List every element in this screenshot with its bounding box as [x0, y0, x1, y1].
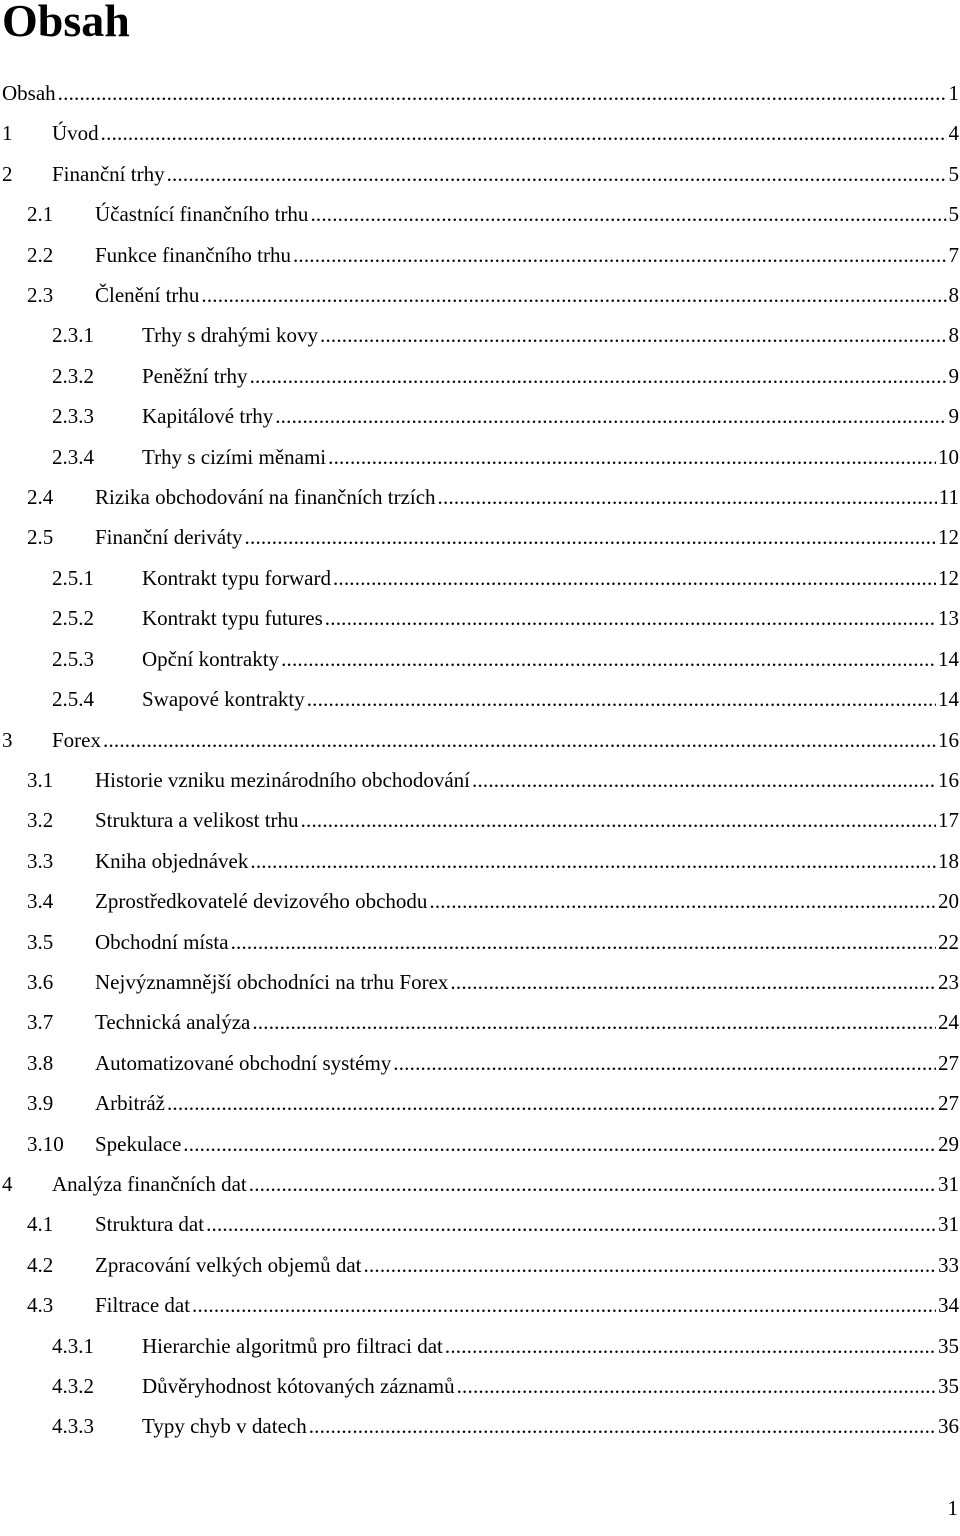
toc-entry-number: 3.4 — [27, 889, 54, 914]
toc-entry-title[interactable]: Arbitráž — [95, 1091, 165, 1116]
toc-entry-number: 4 — [2, 1171, 13, 1196]
toc-entry-number: 4.3.1 — [52, 1333, 94, 1358]
toc-entry[interactable] — [2, 922, 959, 962]
toc-entry-title[interactable]: Opční kontrakty — [142, 646, 280, 671]
toc-entry-number: 2.5.3 — [52, 646, 94, 671]
toc-dot-leader — [364, 1245, 937, 1285]
toc-entry-page: 8 — [948, 323, 959, 348]
toc-entry-page: 27 — [938, 1050, 959, 1075]
toc-entry[interactable] — [2, 558, 959, 598]
toc-entry[interactable] — [2, 154, 959, 194]
toc-entry-page: 17 — [938, 808, 959, 833]
toc-entry-title[interactable]: Členění trhu — [95, 283, 200, 308]
toc-entry-number: 3.1 — [27, 767, 54, 792]
toc-dot-leader — [307, 679, 936, 719]
toc-entry[interactable] — [2, 437, 959, 477]
toc-entry-number: 2.5.1 — [52, 565, 94, 590]
toc-dot-leader — [293, 235, 947, 275]
toc-entry-number: 2 — [2, 161, 13, 186]
toc-entry[interactable] — [2, 275, 959, 315]
toc-entry-page: 23 — [938, 969, 959, 994]
toc-entry-title[interactable]: Finanční deriváty — [95, 525, 243, 550]
toc-dot-leader — [231, 922, 936, 962]
toc-entry-title[interactable]: Obsah — [2, 81, 56, 105]
toc-entry-page: 14 — [938, 646, 959, 671]
toc-entry-number: 4.3 — [27, 1293, 54, 1318]
toc-entry-number: 3.6 — [27, 969, 54, 994]
toc-dot-leader — [328, 437, 936, 477]
toc-entry-title[interactable]: Finanční trhy — [52, 161, 165, 186]
toc-entry[interactable] — [2, 1043, 959, 1083]
toc-entry-page: 14 — [938, 687, 959, 712]
toc-entry-number: 3.8 — [27, 1050, 54, 1075]
toc-dot-leader — [192, 1285, 936, 1325]
toc-entry[interactable] — [2, 1164, 959, 1204]
toc-entry-title[interactable]: Hierarchie algoritmů pro filtraci dat — [142, 1333, 443, 1358]
toc-entry-title[interactable]: Filtrace dat — [95, 1293, 191, 1318]
toc-entry-page: 10 — [938, 444, 959, 469]
toc-entry-title[interactable]: Kapitálové trhy — [142, 404, 274, 429]
toc-dot-leader — [333, 558, 936, 598]
toc-entry-title[interactable]: Účastnící finančního trhu — [95, 202, 309, 227]
toc-entry-number: 4.1 — [27, 1212, 54, 1237]
toc-dot-leader — [429, 881, 936, 921]
toc-dot-leader — [301, 800, 936, 840]
toc-entry-number: 3.9 — [27, 1091, 54, 1116]
toc-entry-title[interactable]: Struktura a velikost trhu — [95, 808, 299, 833]
toc-dot-leader — [201, 275, 946, 315]
toc-entry[interactable] — [2, 73, 959, 113]
toc-entry-title[interactable]: Zpracování velkých objemů dat — [95, 1252, 362, 1277]
toc-entry-page: 31 — [938, 1171, 959, 1196]
toc-entry-page: 12 — [938, 525, 959, 550]
toc-entry-page: 12 — [938, 565, 959, 590]
toc-entry-title[interactable]: Kontrakt typu forward — [142, 565, 331, 590]
toc-entry[interactable] — [2, 113, 959, 153]
toc-dot-leader — [245, 517, 936, 557]
toc-entry[interactable] — [2, 881, 959, 921]
toc-dot-leader — [309, 1406, 936, 1446]
toc-entry-number: 3 — [2, 727, 13, 752]
toc-entry-number: 2.2 — [27, 242, 54, 267]
table-of-contents — [2, 73, 959, 1447]
toc-entry[interactable] — [2, 1204, 959, 1244]
toc-dot-leader — [275, 396, 946, 436]
toc-entry-number: 2.4 — [27, 485, 54, 510]
toc-entry[interactable] — [2, 800, 959, 840]
toc-entry-title[interactable]: Swapové kontrakty — [142, 687, 305, 712]
toc-entry-page: 13 — [938, 606, 959, 631]
toc-entry-page: 20 — [938, 889, 959, 914]
toc-entry[interactable] — [2, 396, 959, 436]
toc-entry-title[interactable]: Funkce finančního trhu — [95, 242, 291, 267]
toc-entry[interactable] — [2, 1002, 959, 1042]
toc-dot-leader — [183, 1124, 936, 1164]
toc-entry[interactable] — [2, 1245, 959, 1285]
toc-entry-title[interactable]: Rizika obchodování na finančních trzích — [95, 485, 436, 510]
toc-entry[interactable] — [2, 315, 959, 355]
toc-entry[interactable] — [2, 720, 959, 760]
toc-entry-page: 7 — [948, 242, 959, 267]
toc-entry[interactable] — [2, 760, 959, 800]
toc-entry-title[interactable]: Zprostředkovatelé devizového obchodu — [95, 889, 428, 914]
toc-dot-leader — [438, 477, 937, 517]
toc-entry-number: 4.2 — [27, 1252, 54, 1277]
toc-entry[interactable] — [2, 598, 959, 638]
toc-dot-leader — [167, 154, 947, 194]
footer-page-number: 1 — [947, 1496, 958, 1520]
toc-entry[interactable] — [2, 477, 959, 517]
toc-entry-number: 1 — [2, 121, 13, 146]
toc-entry-page: 31 — [938, 1212, 959, 1237]
toc-dot-leader — [167, 1083, 936, 1123]
toc-entry-title[interactable]: Forex — [52, 727, 101, 752]
toc-dot-leader — [58, 73, 947, 113]
toc-entry-page: 16 — [938, 767, 959, 792]
toc-entry-number: 2.3.1 — [52, 323, 94, 348]
toc-entry-page: 35 — [938, 1374, 959, 1398]
toc-entry-page: 24 — [938, 1010, 959, 1035]
toc-entry[interactable] — [2, 1083, 959, 1123]
toc-entry-title[interactable]: Analýza finančních dat — [52, 1171, 247, 1196]
toc-entry[interactable] — [2, 1406, 959, 1446]
toc-entry[interactable] — [2, 1326, 959, 1366]
toc-entry-page: 34 — [938, 1293, 959, 1318]
toc-entry-number: 3.2 — [27, 808, 54, 833]
toc-entry-title[interactable]: Kontrakt typu futures — [142, 606, 323, 631]
toc-dot-leader — [325, 598, 936, 638]
toc-entry-page: 8 — [948, 283, 959, 308]
toc-entry[interactable] — [2, 841, 959, 881]
toc-entry-number: 2.5 — [27, 525, 54, 550]
toc-dot-leader — [457, 1366, 936, 1406]
toc-entry-title[interactable]: Automatizované obchodní systémy — [95, 1050, 392, 1075]
toc-entry[interactable] — [2, 235, 959, 275]
toc-entry-title[interactable]: Spekulace — [95, 1131, 182, 1156]
toc-entry[interactable] — [2, 1124, 959, 1164]
toc-entry-title[interactable]: Důvěryhodnost kótovaných záznamů — [142, 1374, 455, 1398]
toc-entry[interactable] — [2, 194, 959, 234]
toc-entry-page: 4 — [948, 121, 959, 146]
toc-entry-title[interactable]: Trhy s cizími měnami — [142, 444, 327, 469]
toc-entry[interactable] — [2, 1285, 959, 1325]
toc-dot-leader — [249, 1164, 936, 1204]
toc-entry-number: 2.3 — [27, 283, 54, 308]
toc-entry-title[interactable]: Struktura dat — [95, 1212, 205, 1237]
toc-entry-page: 29 — [938, 1131, 959, 1156]
toc-entry-title[interactable]: Kniha objednávek — [95, 848, 249, 873]
toc-entry-title[interactable]: Úvod — [52, 121, 99, 146]
toc-entry-page: 36 — [938, 1414, 959, 1439]
toc-entry-number: 4.3.2 — [52, 1374, 94, 1398]
toc-dot-leader — [250, 356, 947, 396]
toc-dot-leader — [445, 1326, 936, 1366]
toc-entry-page: 9 — [948, 404, 959, 429]
toc-entry-title[interactable]: Peněžní trhy — [142, 363, 248, 388]
toc-dot-leader — [250, 841, 936, 881]
toc-entry-number: 2.1 — [27, 202, 54, 227]
toc-dot-leader — [472, 760, 936, 800]
toc-entry-page: 16 — [938, 727, 959, 752]
toc-entry-number: 3.5 — [27, 929, 54, 954]
toc-dot-leader — [393, 1043, 936, 1083]
toc-dot-leader — [252, 1002, 936, 1042]
toc-entry-page: 5 — [948, 202, 959, 227]
toc-entry-page: 22 — [938, 929, 959, 954]
toc-entry-title[interactable]: Trhy s drahými kovy — [142, 323, 318, 348]
toc-entry-page: 11 — [938, 485, 959, 510]
toc-entry-page: 33 — [938, 1252, 959, 1277]
toc-entry-number: 2.5.4 — [52, 687, 94, 712]
toc-entry-number: 2.3.3 — [52, 404, 94, 429]
toc-entry[interactable] — [2, 1366, 959, 1406]
toc-entry[interactable] — [2, 962, 959, 1002]
toc-entry-number: 3.3 — [27, 848, 54, 873]
toc-dot-leader — [450, 962, 936, 1002]
toc-entry-title[interactable]: Nejvýznamnější obchodníci na trhu Forex — [95, 969, 449, 994]
toc-entry-page: 27 — [938, 1091, 959, 1116]
toc-entry[interactable] — [2, 639, 959, 679]
toc-entry-page: 18 — [938, 848, 959, 873]
toc-entry[interactable] — [2, 679, 959, 719]
toc-entry-title[interactable]: Typy chyb v datech — [142, 1414, 307, 1439]
toc-entry[interactable] — [2, 517, 959, 557]
toc-entry-title[interactable]: Historie vzniku mezinárodního obchodování — [95, 767, 470, 792]
toc-entry-number: 2.5.2 — [52, 606, 94, 631]
toc-dot-leader — [281, 639, 936, 679]
toc-entry-number: 2.3.2 — [52, 363, 94, 388]
toc-entry-page: 1 — [948, 81, 959, 105]
toc-entry-title[interactable]: Technická analýza — [95, 1010, 251, 1035]
toc-entry-number: 3.10 — [27, 1131, 64, 1156]
toc-entry-page: 5 — [948, 161, 959, 186]
page-title: Obsah — [2, 0, 130, 46]
toc-dot-leader — [101, 113, 947, 153]
toc-entry-page: 35 — [938, 1333, 959, 1358]
toc-dot-leader — [103, 720, 936, 760]
toc-dot-leader — [206, 1204, 936, 1244]
toc-entry-title[interactable]: Obchodní místa — [95, 929, 229, 954]
toc-dot-leader — [320, 315, 947, 355]
toc-dot-leader — [310, 194, 946, 234]
toc-entry-number: 3.7 — [27, 1010, 54, 1035]
toc-entry-number: 2.3.4 — [52, 444, 94, 469]
toc-entry-page: 9 — [948, 363, 959, 388]
toc-entry-number: 4.3.3 — [52, 1414, 94, 1439]
toc-entry[interactable] — [2, 356, 959, 396]
